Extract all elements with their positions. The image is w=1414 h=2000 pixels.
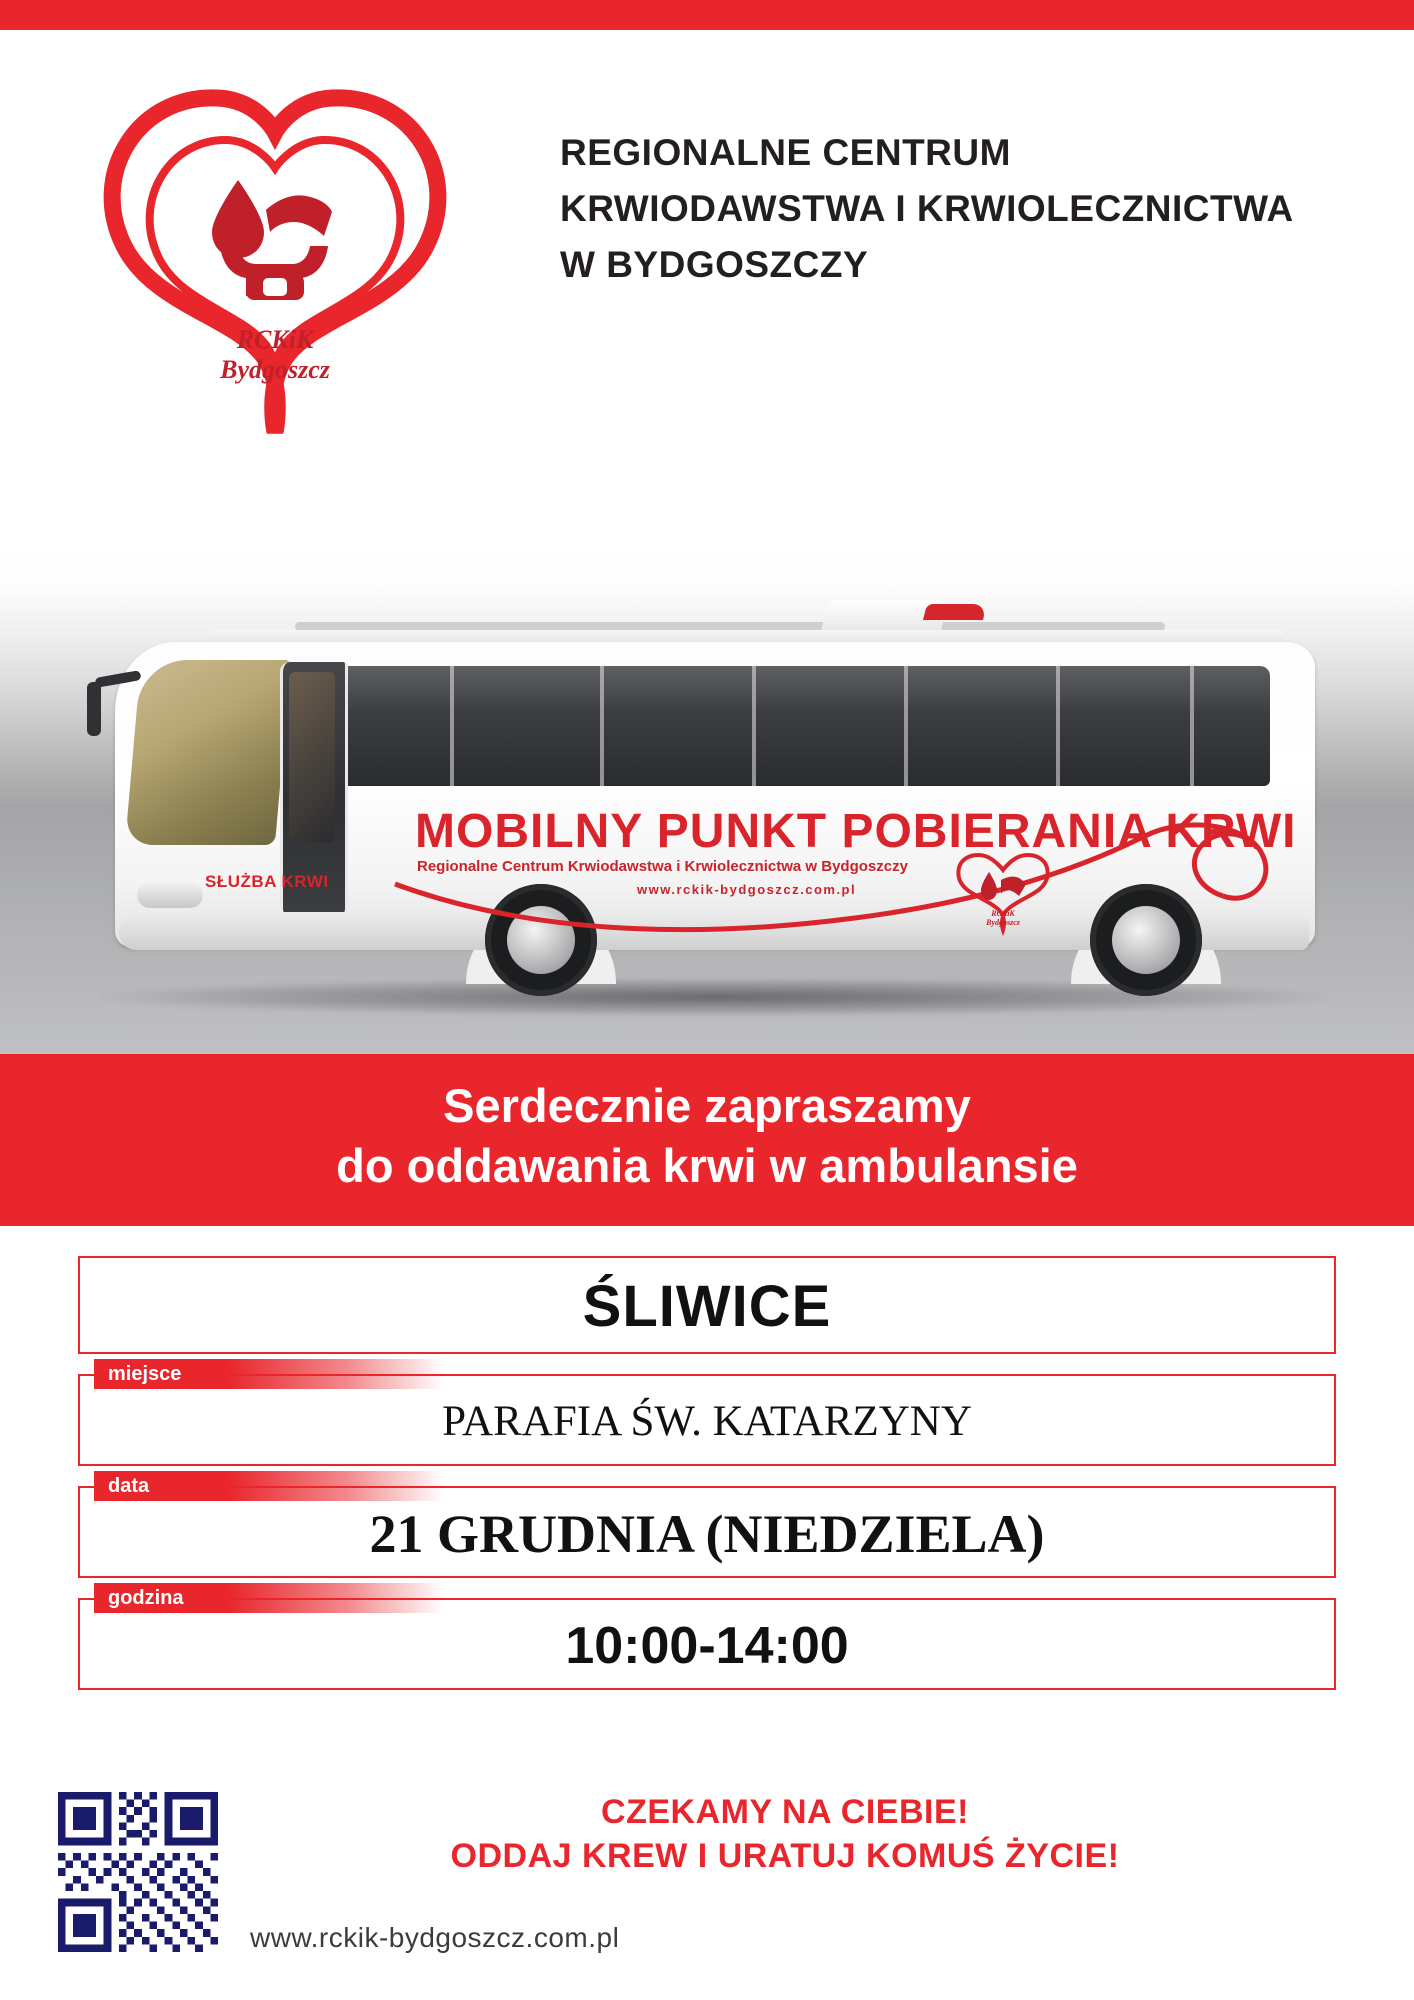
- bus-headlight: [137, 882, 203, 908]
- org-name-line-3: W BYDGOSZCZY: [560, 244, 869, 286]
- top-red-bar: [0, 0, 1414, 30]
- call-to-action: [255, 1790, 1315, 1878]
- bus-front-wheel: [485, 884, 597, 996]
- bus-mirror: [87, 682, 101, 736]
- date-row: [78, 1475, 1336, 1578]
- cta-line-1: CZEKAMY NA CIEBIE!: [601, 1793, 969, 1831]
- bus-headline: MOBILNY PUNKT POBIERANIA KRWI: [415, 805, 1297, 858]
- bus-side-windows: [300, 666, 1270, 786]
- bus-roof-unit-red: [923, 604, 987, 620]
- place-value: PARAFIA ŚW. KATARZYNY: [78, 1374, 1336, 1466]
- bus-illustration: [85, 582, 1325, 1002]
- svg-text:RCKiK: RCKiK: [991, 909, 1015, 918]
- date-label: data: [94, 1471, 444, 1501]
- poster-header: [0, 30, 1414, 530]
- time-row: [78, 1587, 1336, 1690]
- invitation-line-2: do oddawania krwi w ambulansie: [336, 1139, 1078, 1193]
- mobile-blood-donation-bus-photo: [0, 542, 1414, 1054]
- svg-text:Bydgoszcz: Bydgoszcz: [220, 355, 330, 384]
- org-name-line-1: REGIONALNE CENTRUM: [560, 132, 1011, 173]
- bus-rckik-logo: [955, 850, 1051, 936]
- bus-windscreen: [125, 660, 291, 845]
- footer-website[interactable]: www.rckik-bydgoszcz.com.pl: [250, 1922, 620, 1953]
- svg-text:RCKiK: RCKiK: [236, 325, 314, 354]
- city-row: [78, 1256, 1336, 1354]
- cta-line-2: ODDAJ KREW I URATUJ KOMUŚ ŻYCIE!: [450, 1837, 1120, 1876]
- time-label: godzina: [94, 1583, 444, 1613]
- invitation-line-1: Serdecznie zapraszamy: [443, 1079, 971, 1132]
- org-name-line-2: KRWIODAWSTWA I KRWIOLECZNICTWA: [560, 188, 1294, 230]
- time-value: 10:00-14:00: [78, 1598, 1336, 1690]
- qr-code[interactable]: [58, 1792, 218, 1952]
- event-details: [78, 1256, 1336, 1710]
- poster-footer: [0, 1770, 1414, 2000]
- bus-subline: Regionalne Centrum Krwiodawstwa i Krwiolecznictwa w Bydgoszczy: [417, 858, 908, 875]
- place-row: [78, 1363, 1336, 1466]
- svg-text:Bydgoszcz: Bydgoszcz: [986, 918, 1020, 927]
- date-value: 21 GRUDNIA (NIEDZIELA): [78, 1486, 1336, 1578]
- organisation-name: [560, 125, 1294, 294]
- invitation-band: [0, 1054, 1414, 1226]
- place-label: miejsce: [94, 1359, 444, 1389]
- bus-website: www.rckik-bydgoszcz.com.pl: [637, 882, 857, 897]
- city-value: ŚLIWICE: [78, 1256, 1336, 1354]
- bus-service-label: SŁUŻBA KRWI: [205, 872, 329, 891]
- bus-rear-wheel: [1090, 884, 1202, 996]
- rckik-heart-logo: [70, 60, 480, 460]
